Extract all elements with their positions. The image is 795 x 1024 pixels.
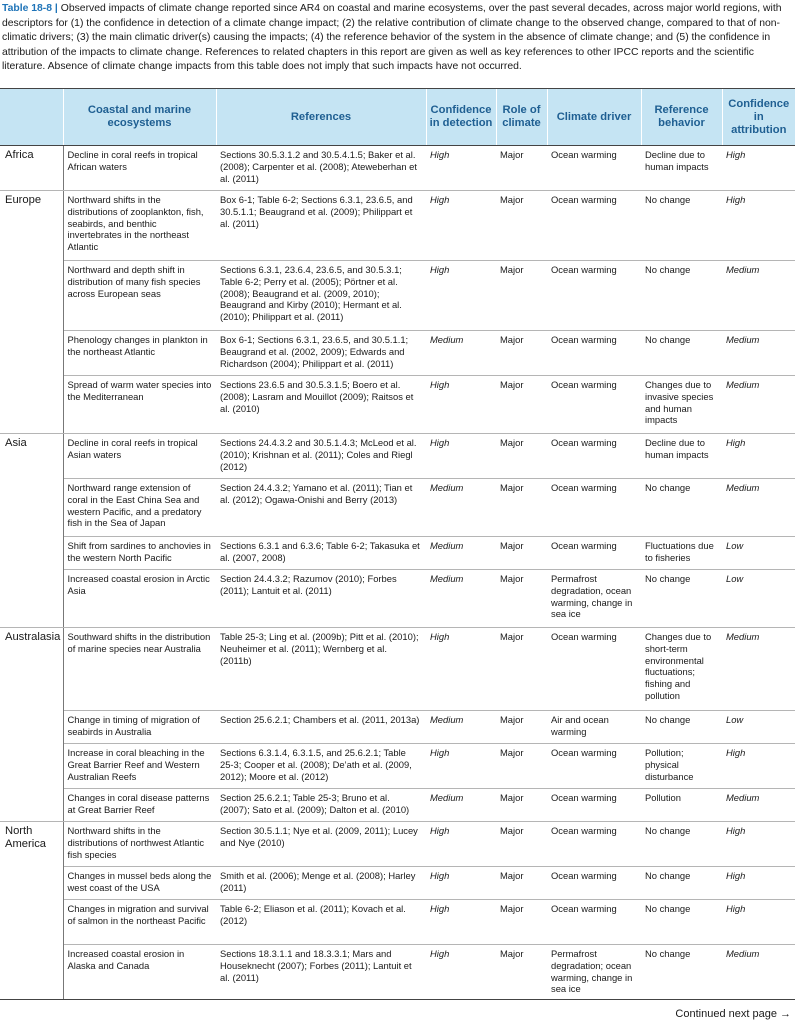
climate-driver-cell: Ocean warming <box>547 789 641 822</box>
confidence-detection-cell: Medium <box>426 711 496 744</box>
table-row <box>0 146 795 191</box>
references-cell: Sections 23.6.5 and 30.5.3.1.5; Boero et al. (2008); Lasram and Mouillot (2009); Raitsos et al. (2010) <box>216 376 426 434</box>
ecosystem-cell: Phenology changes in plankton in the northeast Atlantic <box>63 331 216 376</box>
role-cell: Major <box>496 261 547 331</box>
confidence-attribution-cell: High <box>722 822 795 867</box>
reference-behavior-cell: No change <box>641 945 722 1000</box>
ecosystem-cell: Changes in coral disease patterns at Great Barrier Reef <box>63 789 216 822</box>
ecosystem-cell: Changes in mussel beds along the west coast of the USA <box>63 867 216 900</box>
references-cell: Smith et al. (2006); Menge et al. (2008); Harley (2011) <box>216 867 426 900</box>
reference-behavior-cell: No change <box>641 711 722 744</box>
table-row <box>0 900 795 945</box>
confidence-detection-cell: High <box>426 744 496 789</box>
role-cell: Major <box>496 537 547 570</box>
table-row <box>0 570 795 628</box>
references-cell: Box 6-1; Sections 6.3.1, 23.6.5, and 30.5.1.1; Beaugrand et al. (2002, 2009); Edwards and Richardson (2004); Philippart et al. (2011) <box>216 331 426 376</box>
role-cell: Major <box>496 479 547 537</box>
confidence-attribution-cell: High <box>722 900 795 945</box>
role-cell: Major <box>496 376 547 434</box>
confidence-detection-cell: High <box>426 900 496 945</box>
ecosystem-cell: Increased coastal erosion in Arctic Asia <box>63 570 216 628</box>
climate-driver-cell: Ocean warming <box>547 191 641 261</box>
confidence-attribution-cell: High <box>722 434 795 479</box>
reference-behavior-cell: Changes due to short-term environmental fluctuations; fishing and pollution <box>641 628 722 711</box>
confidence-attribution-cell: Low <box>722 711 795 744</box>
region-cell: Africa <box>0 146 63 191</box>
reference-behavior-cell: Decline due to human impacts <box>641 146 722 191</box>
region-cell: Australasia <box>0 628 63 822</box>
confidence-detection-cell: High <box>426 191 496 261</box>
references-cell: Box 6-1; Table 6-2; Sections 6.3.1, 23.6.5, and 30.5.1.1; Beaugrand et al. (2009); Philippart et al. (2011) <box>216 191 426 261</box>
ecosystem-cell: Northward and depth shift in distribution of many fish species across European seas <box>63 261 216 331</box>
role-cell: Major <box>496 331 547 376</box>
header-region <box>0 89 63 146</box>
confidence-detection-cell: High <box>426 434 496 479</box>
ecosystem-cell: Spread of warm water species into the Mediterranean <box>63 376 216 434</box>
confidence-attribution-cell: Medium <box>722 789 795 822</box>
climate-driver-cell: Air and ocean warming <box>547 711 641 744</box>
region-cell: Asia <box>0 434 63 628</box>
references-cell: Section 25.6.2.1; Table 25-3; Bruno et al. (2007); Sato et al. (2009); Dalton et al. (2010) <box>216 789 426 822</box>
reference-behavior-cell: No change <box>641 261 722 331</box>
table-row <box>0 945 795 1000</box>
table-row <box>0 789 795 822</box>
region-cell: Europe <box>0 191 63 434</box>
confidence-attribution-cell: High <box>722 191 795 261</box>
confidence-detection-cell: High <box>426 822 496 867</box>
role-cell: Major <box>496 711 547 744</box>
climate-driver-cell: Permafrost degradation; ocean warming, change in sea ice <box>547 945 641 1000</box>
role-cell: Major <box>496 789 547 822</box>
role-cell: Major <box>496 570 547 628</box>
confidence-detection-cell: Medium <box>426 789 496 822</box>
confidence-attribution-cell: Medium <box>722 628 795 711</box>
confidence-detection-cell: Medium <box>426 570 496 628</box>
reference-behavior-cell: No change <box>641 867 722 900</box>
climate-driver-cell: Ocean warming <box>547 867 641 900</box>
references-cell: Sections 6.3.1 and 6.3.6; Table 6-2; Takasuka et al. (2007, 2008) <box>216 537 426 570</box>
climate-driver-cell: Ocean warming <box>547 434 641 479</box>
ecosystem-cell: Increased coastal erosion in Alaska and Canada <box>63 945 216 1000</box>
caption-text: Observed impacts of climate change reported since AR4 on coastal and marine ecosystems, over the past several decades, across major world regions, with descriptors for (1) the confidence in detection of a climate change impact; (2) the relative contribution of climate change to the observed change, compared to that of non-climatic drivers; (3) the main climatic driver(s) causing the impacts; (4) the reference behavior of the system in the absence of climate change; and (5) the confidence in attribution of the impacts to climate change. References to related chapters in this report are given as well as key references to other IPCC reports and the scientific literature. Absence of climate change impacts from this table does not imply that such impacts have not occurred. <box>2 3 782 73</box>
confidence-attribution-cell: Medium <box>722 945 795 1000</box>
climate-driver-cell: Ocean warming <box>547 822 641 867</box>
references-cell: Sections 6.3.1.4, 6.3.1.5, and 25.6.2.1; Table 25-3; Cooper et al. (2008); De’ath et al. (2009, 2012); Moore et al. (2012) <box>216 744 426 789</box>
confidence-attribution-cell: Medium <box>722 479 795 537</box>
confidence-detection-cell: High <box>426 146 496 191</box>
role-cell: Major <box>496 146 547 191</box>
references-cell: Sections 18.3.1.1 and 18.3.3.1; Mars and Houseknecht (2007); Forbes (2011); Lantuit et al. (2011) <box>216 945 426 1000</box>
role-cell: Major <box>496 744 547 789</box>
confidence-detection-cell: High <box>426 376 496 434</box>
table-row <box>0 434 795 479</box>
ecosystem-cell: Northward shifts in the distributions of zooplankton, fish, seabirds, and benthic invertebrates in the northeast Atlantic <box>63 191 216 261</box>
reference-behavior-cell: No change <box>641 191 722 261</box>
table-row <box>0 331 795 376</box>
table-caption <box>2 2 792 75</box>
table-row <box>0 744 795 789</box>
reference-behavior-cell: Decline due to human impacts <box>641 434 722 479</box>
table-label: Table 18-8 | <box>2 3 58 14</box>
ecosystem-cell: Decline in coral reefs in tropical Asian waters <box>63 434 216 479</box>
table-row <box>0 537 795 570</box>
ecosystem-cell: Decline in coral reefs in tropical African waters <box>63 146 216 191</box>
climate-driver-cell: Permafrost degradation, ocean warming, change in sea ice <box>547 570 641 628</box>
ecosystem-cell: Northward shifts in the distributions of northwest Atlantic fish species <box>63 822 216 867</box>
role-cell: Major <box>496 900 547 945</box>
climate-driver-cell: Ocean warming <box>547 146 641 191</box>
header-ecosystems: Coastal and marine ecosystems <box>63 89 216 146</box>
confidence-attribution-cell: Medium <box>722 376 795 434</box>
reference-behavior-cell: No change <box>641 570 722 628</box>
confidence-attribution-cell: Medium <box>722 331 795 376</box>
confidence-detection-cell: High <box>426 867 496 900</box>
references-cell: Section 24.4.3.2; Yamano et al. (2011); Tian et al. (2012); Ogawa-Onishi and Berry (2013) <box>216 479 426 537</box>
role-cell: Major <box>496 628 547 711</box>
confidence-detection-cell: Medium <box>426 479 496 537</box>
table-body <box>0 146 795 1000</box>
reference-behavior-cell: No change <box>641 479 722 537</box>
ecosystem-cell: Southward shifts in the distribution of marine species near Australia <box>63 628 216 711</box>
reference-behavior-cell: No change <box>641 822 722 867</box>
table-row <box>0 867 795 900</box>
confidence-attribution-cell: Medium <box>722 261 795 331</box>
confidence-attribution-cell: Low <box>722 537 795 570</box>
arrow-right-icon: → <box>780 1008 791 1020</box>
ecosystem-cell: Northward range extension of coral in the East China Sea and western Pacific, and a predatory fish in the Sea of Japan <box>63 479 216 537</box>
continued-note <box>675 1008 791 1020</box>
reference-behavior-cell: Changes due to invasive species and human impacts <box>641 376 722 434</box>
confidence-attribution-cell: High <box>722 867 795 900</box>
ecosystem-cell: Increase in coral bleaching in the Great Barrier Reef and Western Australian Reefs <box>63 744 216 789</box>
table-row <box>0 191 795 261</box>
region-cell: North America <box>0 822 63 1000</box>
references-cell: Section 30.5.1.1; Nye et al. (2009, 2011); Lucey and Nye (2010) <box>216 822 426 867</box>
header-reference-behavior: Reference behavior <box>641 89 722 146</box>
climate-driver-cell: Ocean warming <box>547 537 641 570</box>
table-row <box>0 479 795 537</box>
header-confidence-detection: Confidence in detection <box>426 89 496 146</box>
confidence-detection-cell: High <box>426 945 496 1000</box>
role-cell: Major <box>496 434 547 479</box>
role-cell: Major <box>496 822 547 867</box>
climate-driver-cell: Ocean warming <box>547 628 641 711</box>
reference-behavior-cell: No change <box>641 900 722 945</box>
confidence-detection-cell: Medium <box>426 537 496 570</box>
reference-behavior-cell: Pollution <box>641 789 722 822</box>
climate-driver-cell: Ocean warming <box>547 331 641 376</box>
references-cell: Sections 24.4.3.2 and 30.5.1.4.3; McLeod et al. (2010); Krishnan et al. (2011); Coles and Riegl (2012) <box>216 434 426 479</box>
references-cell: Table 6-2; Eliason et al. (2011); Kovach et al. (2012) <box>216 900 426 945</box>
climate-driver-cell: Ocean warming <box>547 744 641 789</box>
role-cell: Major <box>496 191 547 261</box>
climate-driver-cell: Ocean warming <box>547 479 641 537</box>
table-row <box>0 822 795 867</box>
references-cell: Sections 6.3.1, 23.6.4, 23.6.5, and 30.5.3.1; Table 6-2; Perry et al. (2005); Pörtner et al. (2008); Beaugrand et al. (2009, 2010); Beaugrand and Kirby (2010); Hermant et al. (2010); Philippart et al. (2011) <box>216 261 426 331</box>
table-header-row <box>0 89 795 146</box>
header-references: References <box>216 89 426 146</box>
header-climate-driver: Climate driver <box>547 89 641 146</box>
confidence-detection-cell: High <box>426 628 496 711</box>
impacts-table <box>0 88 795 1000</box>
climate-driver-cell: Ocean warming <box>547 376 641 434</box>
reference-behavior-cell: Pollution; physical disturbance <box>641 744 722 789</box>
ecosystem-cell: Changes in migration and survival of salmon in the northeast Pacific <box>63 900 216 945</box>
ecosystem-cell: Shift from sardines to anchovies in the western North Pacific <box>63 537 216 570</box>
continued-text: Continued next page <box>675 1008 777 1020</box>
header-confidence-attribution: Confidence in attribution <box>722 89 795 146</box>
ecosystem-cell: Change in timing of migration of seabirds in Australia <box>63 711 216 744</box>
table-row <box>0 376 795 434</box>
table-row <box>0 711 795 744</box>
confidence-detection-cell: Medium <box>426 331 496 376</box>
reference-behavior-cell: No change <box>641 331 722 376</box>
confidence-attribution-cell: High <box>722 744 795 789</box>
climate-driver-cell: Ocean warming <box>547 900 641 945</box>
header-role-of-climate: Role of climate <box>496 89 547 146</box>
references-cell: Table 25-3; Ling et al. (2009b); Pitt et al. (2010); Neuheimer et al. (2011); Wernberg et al. (2011b) <box>216 628 426 711</box>
references-cell: Section 25.6.2.1; Chambers et al. (2011, 2013a) <box>216 711 426 744</box>
confidence-attribution-cell: High <box>722 146 795 191</box>
table-row <box>0 628 795 711</box>
references-cell: Section 24.4.3.2; Razumov (2010); Forbes (2011); Lantuit et al. (2011) <box>216 570 426 628</box>
table-row <box>0 261 795 331</box>
confidence-detection-cell: High <box>426 261 496 331</box>
climate-driver-cell: Ocean warming <box>547 261 641 331</box>
role-cell: Major <box>496 945 547 1000</box>
confidence-attribution-cell: Low <box>722 570 795 628</box>
reference-behavior-cell: Fluctuations due to fisheries <box>641 537 722 570</box>
references-cell: Sections 30.5.3.1.2 and 30.5.4.1.5; Baker et al. (2008); Carpenter et al. (2008); Ateweberhan et al. (2011) <box>216 146 426 191</box>
role-cell: Major <box>496 867 547 900</box>
